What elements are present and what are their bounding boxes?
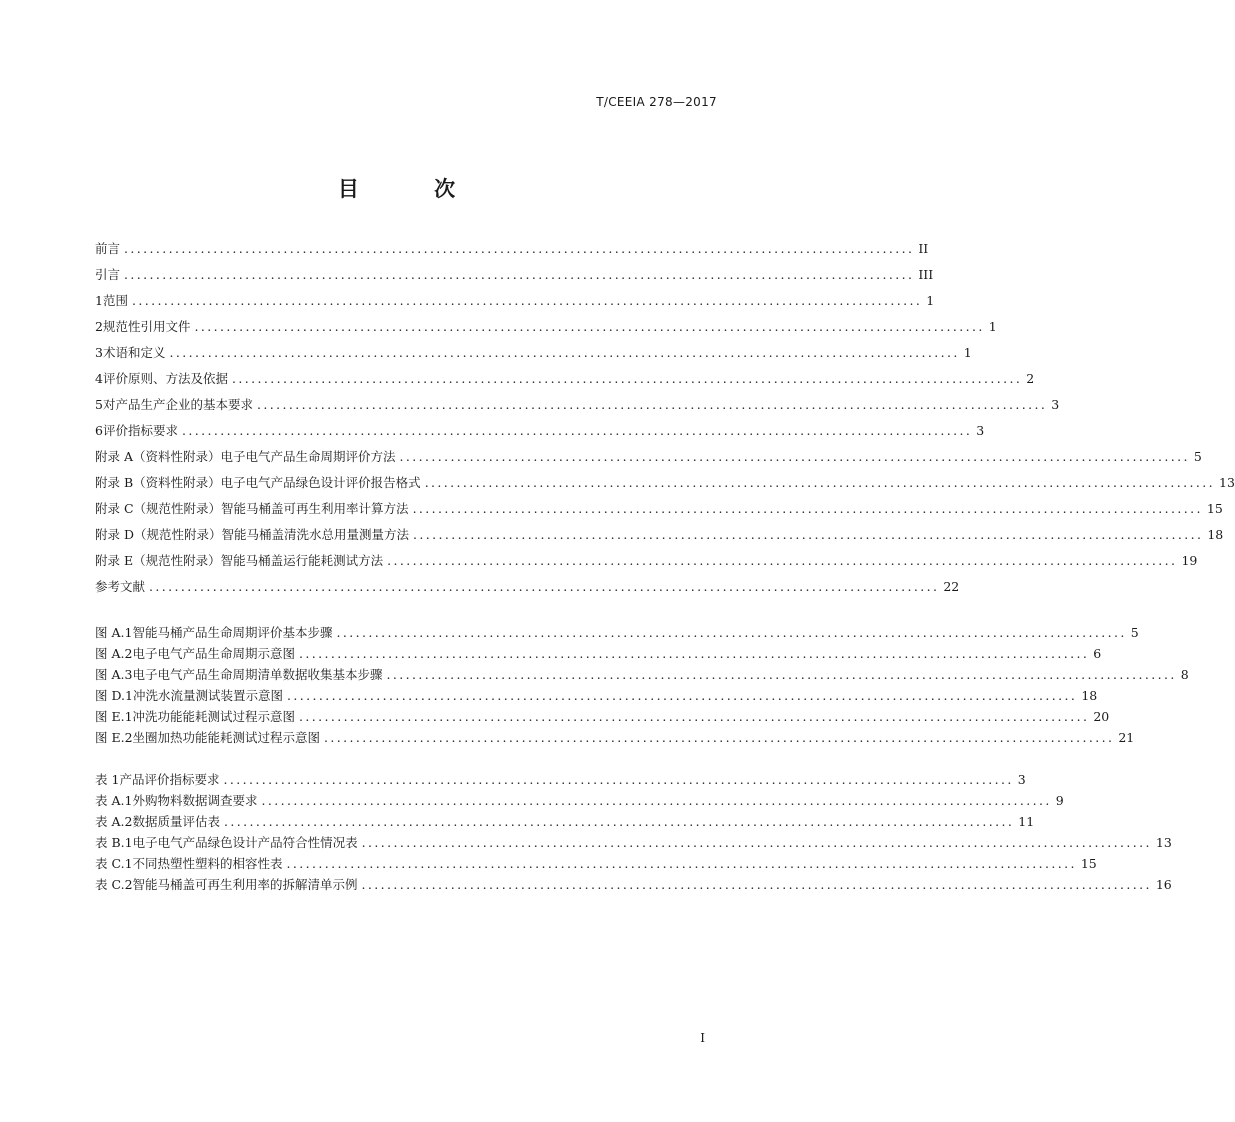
- figure-number: 图 D.1: [95, 688, 133, 703]
- annex-page: 5: [1193, 449, 1202, 464]
- figure-number: 图 E.1: [95, 709, 133, 724]
- annex-entry[interactable]: [95, 447, 1202, 467]
- leader-dots: ............................................................................................................................: [124, 267, 915, 282]
- page-title: 目 次: [337, 177, 490, 201]
- figure-number: 图 A.1: [95, 625, 133, 640]
- toc-number: 4: [95, 371, 103, 386]
- table-page: 3: [1017, 772, 1026, 787]
- toc-label: 评价指标要求: [102, 423, 178, 438]
- leader-dots: ............................................................................................................................: [324, 730, 1115, 745]
- table-label: 智能马桶盖可再生利用率的拆解清单示例: [132, 877, 358, 892]
- toc-entry[interactable]: [95, 369, 1035, 389]
- annex-number: 附录 A（资料性附录）: [95, 449, 221, 464]
- leader-dots: ............................................................................................................................: [361, 835, 1152, 850]
- figure-label: 电子电气产品生命周期清单数据收集基本步骤: [132, 667, 383, 682]
- toc-number: 1: [95, 293, 103, 308]
- figure-label: 电子电气产品生命周期示意图: [132, 646, 295, 661]
- table-entry[interactable]: [95, 813, 1035, 831]
- annex-label: 电子电气产品绿色设计评价报告格式: [220, 475, 421, 490]
- toc-page: III: [918, 267, 934, 282]
- table-label: 外购物料数据调查要求: [132, 793, 258, 808]
- leader-dots: ............................................................................................................................: [223, 772, 1014, 787]
- leader-dots: ............................................................................................................................: [223, 814, 1015, 829]
- figure-number: 图 A.2: [95, 646, 133, 661]
- table-label: 数据质量评估表: [132, 814, 220, 829]
- toc-number: 6: [95, 423, 103, 438]
- figure-entry[interactable]: [95, 666, 1189, 684]
- annex-number: 附录 E（规范性附录）: [95, 553, 221, 568]
- toc-label: 评价原则、方法及依据: [102, 371, 228, 386]
- leader-dots: ............................................................................................................................: [386, 667, 1177, 682]
- leader-dots: ............................................................................................................................: [424, 475, 1215, 490]
- annex-entry[interactable]: [95, 551, 1198, 571]
- annex-page: 18: [1207, 527, 1224, 542]
- figure-entry[interactable]: [95, 729, 1135, 747]
- table-entry[interactable]: [95, 792, 1064, 810]
- toc-number: 2: [95, 319, 103, 334]
- table-number: 表 A.1: [95, 793, 133, 808]
- figure-page: 18: [1081, 688, 1098, 703]
- bibliography-page: 22: [943, 579, 960, 594]
- leader-dots: ............................................................................................................................: [336, 625, 1127, 640]
- toc-entry[interactable]: [95, 317, 997, 337]
- toc-entry[interactable]: [95, 239, 929, 259]
- toc-number: 3: [95, 345, 103, 360]
- figure-entry[interactable]: [95, 645, 1102, 663]
- leader-dots: ............................................................................................................................: [286, 856, 1077, 871]
- figure-label: 冲洗功能能耗测试过程示意图: [132, 709, 296, 724]
- leader-dots: ............................................................................................................................: [287, 688, 1078, 703]
- table-label: 电子电气产品绿色设计产品符合性情况表: [132, 835, 358, 850]
- table-entry[interactable]: [95, 855, 1097, 873]
- figure-label: 智能马桶产品生命周期评价基本步骤: [132, 625, 333, 640]
- figure-page: 21: [1118, 730, 1135, 745]
- annex-number: 附录 B（资料性附录）: [95, 475, 221, 490]
- toc-page: 3: [1051, 397, 1060, 412]
- toc-page: 1: [988, 319, 997, 334]
- figure-entry[interactable]: [95, 708, 1110, 726]
- bibliography-label: 参考文献: [95, 579, 146, 594]
- table-entry[interactable]: [95, 834, 1172, 852]
- figure-label: 冲洗水流量测试装置示意图: [132, 688, 283, 703]
- table-page: 13: [1155, 835, 1172, 850]
- table-number: 表 C.1: [95, 856, 133, 871]
- figure-page: 20: [1093, 709, 1110, 724]
- toc-entry[interactable]: [95, 291, 935, 311]
- annex-entry[interactable]: [95, 473, 1235, 493]
- figure-number: 图 E.2: [95, 730, 133, 745]
- toc-entry[interactable]: [95, 343, 972, 363]
- annex-page: 19: [1181, 553, 1198, 568]
- figure-entry[interactable]: [95, 624, 1139, 642]
- leader-dots: ............................................................................................................................: [256, 397, 1048, 412]
- table-label: 产品评价指标要求: [119, 772, 220, 787]
- table-number: 表 C.2: [95, 877, 133, 892]
- toc-label: 对产品生产企业的基本要求: [102, 397, 253, 412]
- table-entry[interactable]: [95, 876, 1172, 894]
- leader-dots: ............................................................................................................................: [231, 371, 1023, 386]
- figure-entry[interactable]: [95, 687, 1098, 705]
- leader-dots: ............................................................................................................................: [124, 241, 915, 256]
- table-page: 15: [1080, 856, 1097, 871]
- annex-label: 智能马桶盖清洗水总用量测量方法: [221, 527, 410, 542]
- figure-page: 5: [1130, 625, 1139, 640]
- toc-page: 3: [976, 423, 985, 438]
- table-label: 不同热塑性塑料的相容性表: [132, 856, 283, 871]
- annex-label: 电子电气产品生命周期评价方法: [220, 449, 396, 464]
- toc-label: 范围: [102, 293, 128, 308]
- table-page: 11: [1018, 814, 1035, 829]
- leader-dots: ............................................................................................................................: [181, 423, 973, 438]
- annex-label: 智能马桶盖可再生利用率计算方法: [221, 501, 409, 516]
- annex-page: 13: [1219, 475, 1235, 490]
- leader-dots: ............................................................................................................................: [149, 579, 940, 594]
- table-page: 16: [1155, 877, 1172, 892]
- leader-dots: ............................................................................................................................: [298, 646, 1090, 661]
- toc-entry[interactable]: [95, 265, 934, 285]
- standard-number: T/CEEIA 278—2017: [596, 95, 717, 109]
- toc-label: 规范性引用文件: [102, 319, 191, 334]
- figure-number: 图 A.3: [95, 667, 133, 682]
- table-page: 9: [1055, 793, 1064, 808]
- toc-label: 术语和定义: [102, 345, 166, 360]
- leader-dots: ............................................................................................................................: [261, 793, 1052, 808]
- leader-dots: ............................................................................................................................: [299, 709, 1090, 724]
- toc-entry[interactable]: [95, 421, 985, 441]
- table-entry[interactable]: [95, 771, 1026, 789]
- leader-dots: ............................................................................................................................: [412, 501, 1203, 516]
- leader-dots: ............................................................................................................................: [194, 319, 985, 334]
- toc-number: 5: [95, 397, 103, 412]
- annex-label: 智能马桶盖运行能耗测试方法: [220, 553, 384, 568]
- page-number: I: [700, 1031, 705, 1045]
- annex-page: 15: [1206, 501, 1223, 516]
- figure-page: 6: [1093, 646, 1102, 661]
- table-number: 表 B.1: [95, 835, 133, 850]
- annex-number: 附录 C（规范性附录）: [95, 501, 222, 516]
- leader-dots: ............................................................................................................................: [387, 553, 1178, 568]
- figure-page: 8: [1180, 667, 1189, 682]
- leader-dots: ............................................................................................................................: [399, 449, 1190, 464]
- table-number: 表 A.2: [95, 814, 133, 829]
- annex-entry[interactable]: [95, 499, 1223, 519]
- bibliography-entry[interactable]: [95, 577, 960, 597]
- leader-dots: ............................................................................................................................: [413, 527, 1204, 542]
- toc-page: 1: [963, 345, 972, 360]
- toc-label: 引言: [95, 267, 121, 282]
- table-number: 表 1: [95, 772, 120, 787]
- figure-label: 坐圈加热功能能耗测试过程示意图: [132, 730, 321, 745]
- toc-label: 前言: [95, 241, 121, 256]
- toc-page: 2: [1026, 371, 1035, 386]
- annex-entry[interactable]: [95, 525, 1224, 545]
- toc-entry[interactable]: [95, 395, 1060, 415]
- toc-page: 1: [926, 293, 935, 308]
- leader-dots: ............................................................................................................................: [169, 345, 960, 360]
- toc-page: II: [918, 241, 929, 256]
- leader-dots: ............................................................................................................................: [361, 877, 1152, 892]
- leader-dots: ............................................................................................................................: [131, 293, 923, 308]
- annex-number: 附录 D（规范性附录）: [95, 527, 222, 542]
